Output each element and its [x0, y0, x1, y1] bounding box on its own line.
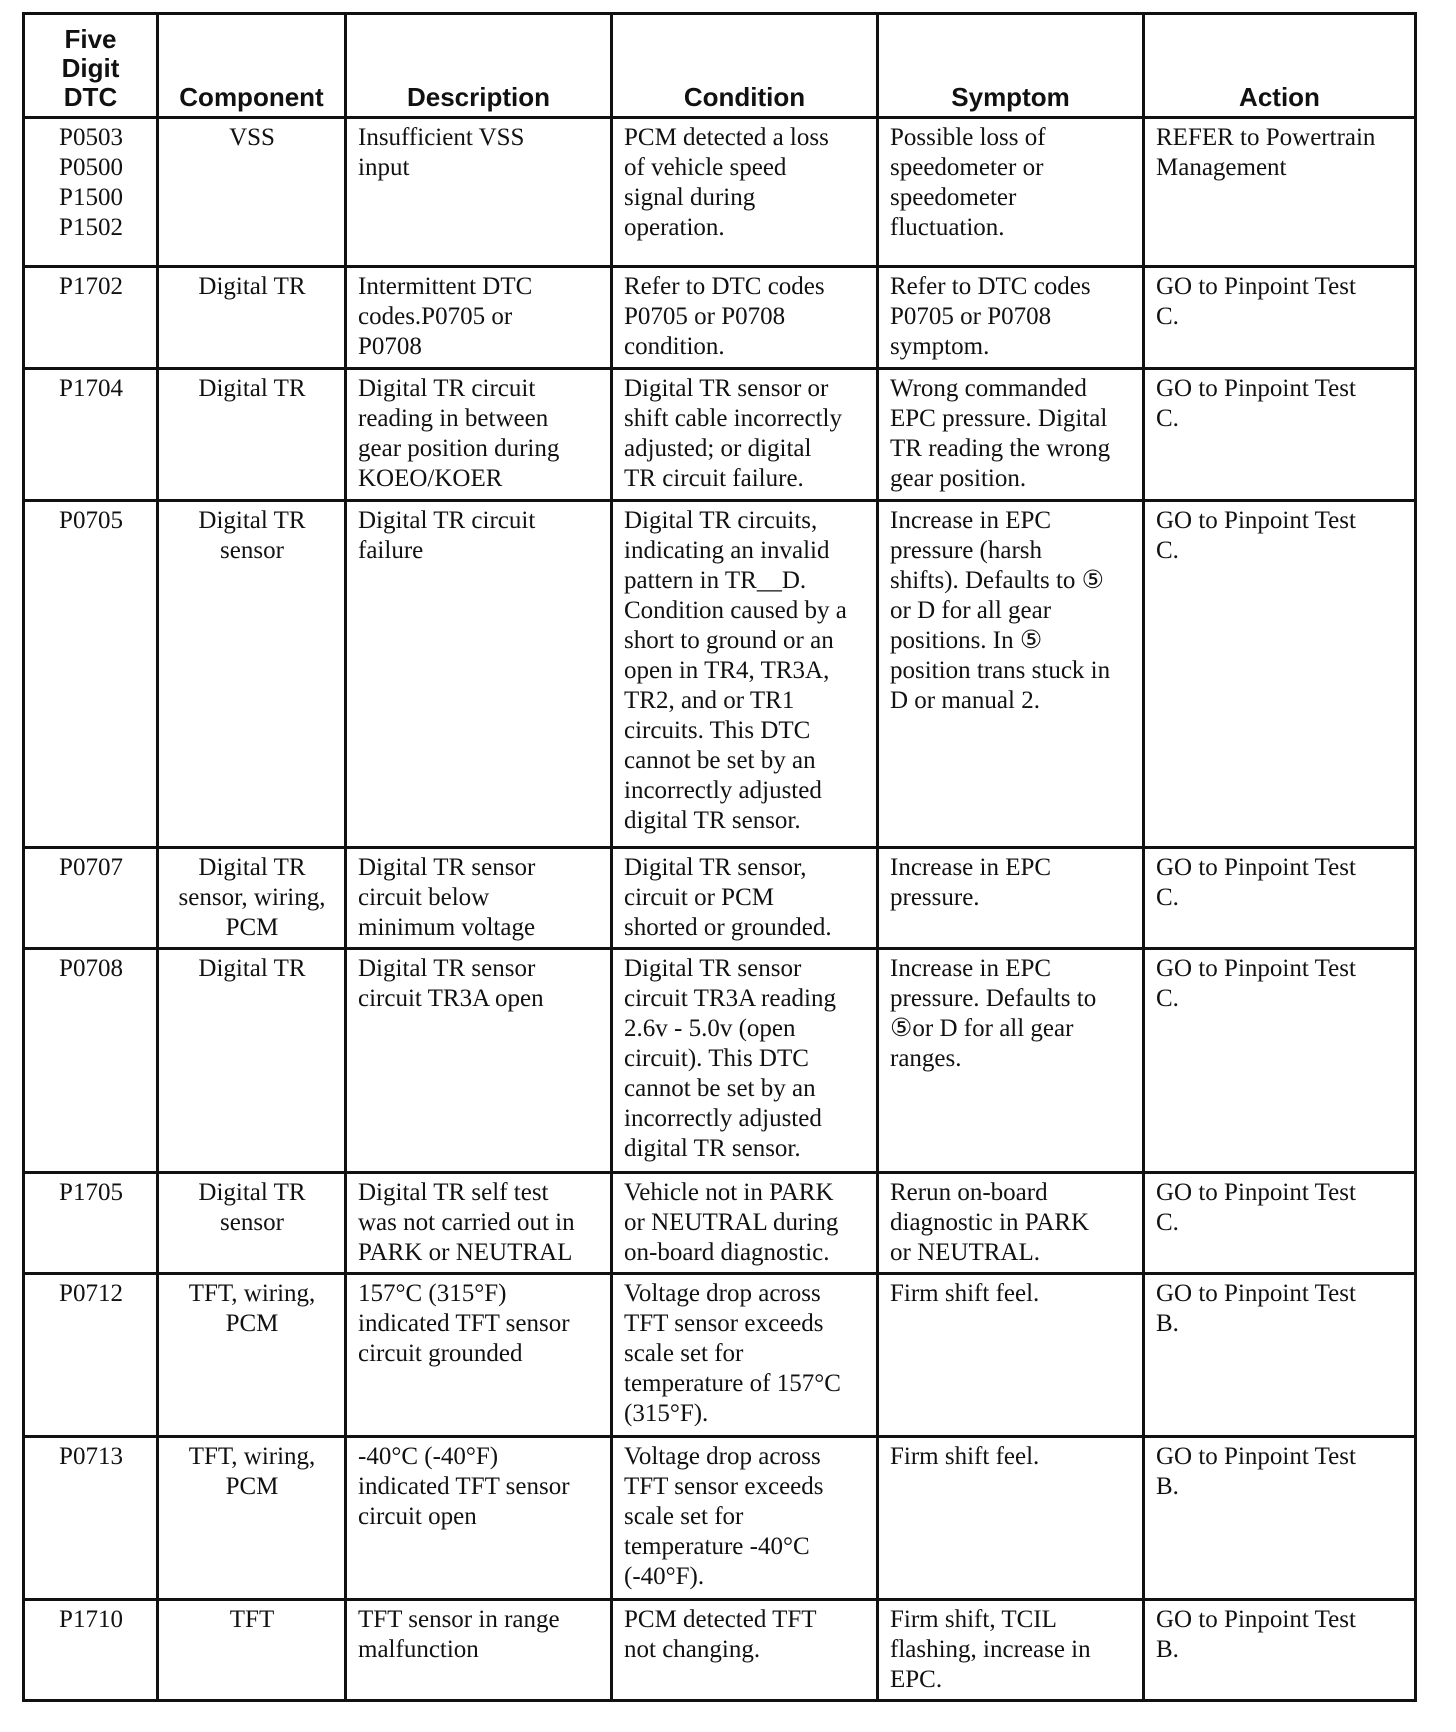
cell-text-line: GO to Pinpoint Test: [1156, 1178, 1356, 1206]
cell-description: [346, 118, 612, 267]
cell-text-line: C.: [1156, 404, 1179, 432]
column-header-symptom: [878, 14, 1144, 118]
cell-text-line: VSS: [229, 124, 275, 151]
cell-text-line: GO to Pinpoint Test: [1156, 853, 1356, 881]
cell-text-line: C.: [1156, 536, 1179, 564]
cell-text-line: TFT, wiring,: [188, 1280, 316, 1308]
cell-text-line: P0705 or P0708: [624, 303, 786, 331]
cell-action: [1144, 948, 1416, 1172]
cell-text-line: Insufficient VSS: [358, 124, 525, 151]
cell-text-line: B.: [1156, 1635, 1179, 1663]
cell-text-line: GO to Pinpoint Test: [1156, 506, 1356, 534]
header-row: [24, 14, 1416, 118]
cell-text-line: Increase in EPC: [890, 954, 1052, 982]
cell-condition: [612, 118, 878, 267]
cell-text-line: P0503: [59, 124, 123, 151]
cell-symptom: [878, 368, 1144, 500]
cell-text-line: Voltage drop across: [624, 1442, 821, 1470]
cell-description: [346, 1274, 612, 1437]
cell-text-line: position trans stuck in: [890, 656, 1111, 684]
cell-condition: [612, 847, 878, 948]
cell-text-line: signal during: [624, 184, 756, 211]
cell-text-line: was not carried out in: [358, 1208, 575, 1236]
dtc-table: [22, 12, 1417, 1702]
cell-text-line: Digital TR: [198, 273, 306, 301]
cell-text-line: speedometer: [890, 184, 1017, 211]
cell-text-line: EPC pressure. Digital: [890, 404, 1108, 432]
cell-text-line: flashing, increase in: [890, 1635, 1091, 1663]
cell-text-line: scale set for: [624, 1502, 744, 1530]
cell-text-line: PCM: [225, 913, 279, 941]
cell-text-line: Condition caused by a: [624, 596, 847, 624]
cell-text-line: circuits. This DTC: [624, 716, 811, 744]
cell-text-line: shorted or grounded.: [624, 913, 832, 941]
cell-component: [158, 500, 346, 847]
cell-text-line: incorrectly adjusted: [624, 776, 822, 804]
cell-text-line: circuit TR3A reading: [624, 984, 836, 1012]
cell-description: [346, 267, 612, 368]
cell-text-line: Digital TR sensor: [358, 853, 536, 881]
cell-condition: [612, 267, 878, 368]
table-row: [24, 118, 1416, 267]
cell-symptom: [878, 948, 1144, 1172]
cell-action: [1144, 1172, 1416, 1273]
table-row: [24, 948, 1416, 1172]
cell-text-line: cannot be set by an: [624, 1074, 816, 1102]
cell-dtc: [24, 267, 158, 368]
cell-dtc: [24, 1599, 158, 1700]
cell-text-line: minimum voltage: [358, 913, 536, 941]
cell-text-line: indicated TFT sensor: [358, 1310, 570, 1338]
cell-text-line: pressure.: [890, 883, 980, 911]
cell-text-line: ⑤or D for all gear: [890, 1014, 1074, 1042]
cell-text-line: Voltage drop across: [624, 1280, 821, 1308]
cell-text-line: PCM: [225, 1472, 279, 1500]
cell-symptom: [878, 1436, 1144, 1599]
cell-symptom: [878, 847, 1144, 948]
cell-symptom: [878, 1274, 1144, 1437]
cell-text-line: GO to Pinpoint Test: [1156, 1280, 1356, 1308]
cell-text-line: Wrong commanded: [890, 374, 1087, 402]
cell-action: [1144, 1436, 1416, 1599]
table-row: [24, 368, 1416, 500]
cell-text-line: -40°C (-40°F): [358, 1442, 499, 1470]
table-body: [24, 118, 1416, 1701]
cell-text-line: P1702: [59, 273, 123, 301]
cell-description: [346, 847, 612, 948]
cell-action: [1144, 1274, 1416, 1437]
cell-component: [158, 1436, 346, 1599]
cell-description: [346, 1436, 612, 1599]
cell-text-line: P0712: [59, 1280, 123, 1308]
table-row: [24, 1172, 1416, 1273]
cell-text-line: or NEUTRAL during: [624, 1208, 839, 1236]
column-header-label: Digit: [61, 53, 120, 83]
table-row: [24, 1436, 1416, 1599]
cell-text-line: 157°C (315°F): [358, 1280, 507, 1308]
cell-text-line: TFT, wiring,: [188, 1442, 316, 1470]
cell-text-line: Firm shift feel.: [890, 1280, 1040, 1308]
cell-action: [1144, 368, 1416, 500]
cell-dtc: [24, 1274, 158, 1437]
cell-text-line: GO to Pinpoint Test: [1156, 374, 1356, 402]
cell-text-line: circuit grounded: [358, 1340, 523, 1368]
cell-description: [346, 500, 612, 847]
column-header-label: Action: [1239, 82, 1320, 112]
cell-text-line: P1704: [59, 374, 123, 402]
cell-text-line: shift cable incorrectly: [624, 404, 842, 432]
cell-text-line: symptom.: [890, 333, 990, 361]
cell-text-line: cannot be set by an: [624, 746, 816, 774]
cell-dtc: [24, 948, 158, 1172]
cell-text-line: TR reading the wrong: [890, 434, 1111, 462]
cell-description: [346, 368, 612, 500]
cell-text-line: Intermittent DTC: [358, 273, 533, 301]
cell-text-line: Digital TR sensor: [358, 954, 536, 982]
cell-action: [1144, 118, 1416, 267]
cell-text-line: speedometer or: [890, 154, 1044, 181]
cell-component: [158, 1274, 346, 1437]
column-header-label: Five: [64, 24, 117, 54]
cell-text-line: TR circuit failure.: [624, 464, 804, 492]
cell-action: [1144, 1599, 1416, 1700]
cell-condition: [612, 1599, 878, 1700]
cell-text-line: Refer to DTC codes: [624, 273, 825, 301]
cell-dtc: [24, 368, 158, 500]
cell-text-line: failure: [358, 536, 424, 564]
cell-text-line: sensor, wiring,: [178, 883, 326, 911]
table-row: [24, 267, 1416, 368]
cell-text-line: P0705: [59, 506, 123, 534]
cell-text-line: TR2, and or TR1: [624, 686, 795, 714]
cell-text-line: B.: [1156, 1472, 1179, 1500]
cell-text-line: circuit open: [358, 1502, 477, 1530]
cell-description: [346, 1172, 612, 1273]
cell-text-line: codes.P0705 or: [358, 303, 513, 331]
cell-text-line: indicating an invalid: [624, 536, 830, 564]
cell-component: [158, 948, 346, 1172]
table-row: [24, 1274, 1416, 1437]
cell-text-line: PARK or NEUTRAL: [358, 1238, 573, 1266]
column-header-label: Description: [406, 82, 551, 112]
cell-text-line: sensor: [220, 536, 284, 564]
cell-text-line: Digital TR circuit: [358, 506, 536, 534]
cell-text-line: shifts). Defaults to ⑤: [890, 566, 1105, 594]
cell-text-line: pressure (harsh: [890, 536, 1043, 564]
cell-text-line: gear position during: [358, 434, 560, 462]
cell-text-line: malfunction: [358, 1635, 479, 1663]
table-row: [24, 847, 1416, 948]
cell-text-line: Firm shift feel.: [890, 1442, 1040, 1470]
cell-text-line: C.: [1156, 1208, 1179, 1236]
cell-text-line: on-board diagnostic.: [624, 1238, 830, 1266]
cell-text-line: input: [358, 154, 410, 181]
column-header-label: Symptom: [951, 82, 1070, 112]
cell-condition: [612, 1274, 878, 1437]
cell-text-line: or NEUTRAL.: [890, 1238, 1040, 1266]
cell-text-line: gear position.: [890, 464, 1027, 492]
cell-text-line: P0708: [358, 333, 422, 361]
cell-text-line: Digital TR: [198, 954, 306, 982]
cell-text-line: KOEO/KOER: [358, 464, 503, 492]
table-row: [24, 1599, 1416, 1700]
cell-condition: [612, 948, 878, 1172]
cell-description: [346, 948, 612, 1172]
cell-dtc: [24, 847, 158, 948]
cell-text-line: adjusted; or digital: [624, 434, 812, 462]
cell-text-line: or D for all gear: [890, 596, 1052, 624]
cell-component: [158, 847, 346, 948]
cell-component: [158, 1172, 346, 1273]
cell-text-line: Digital TR circuits,: [624, 506, 818, 534]
cell-text-line: indicated TFT sensor: [358, 1472, 570, 1500]
cell-text-line: D or manual 2.: [890, 686, 1040, 714]
cell-text-line: C.: [1156, 883, 1179, 911]
column-header-dtc: [24, 14, 158, 118]
cell-text-line: digital TR sensor.: [624, 1134, 801, 1162]
cell-text-line: P0705 or P0708: [890, 303, 1052, 331]
cell-action: [1144, 500, 1416, 847]
cell-text-line: P1502: [59, 214, 123, 241]
cell-text-line: reading in between: [358, 404, 549, 432]
column-header-component: [158, 14, 346, 118]
cell-symptom: [878, 500, 1144, 847]
cell-text-line: scale set for: [624, 1340, 744, 1368]
cell-symptom: [878, 1172, 1144, 1273]
cell-text-line: incorrectly adjusted: [624, 1104, 822, 1132]
cell-text-line: PCM detected TFT: [624, 1605, 817, 1633]
cell-dtc: [24, 1436, 158, 1599]
cell-action: [1144, 267, 1416, 368]
cell-text-line: circuit). This DTC: [624, 1044, 809, 1072]
cell-text-line: GO to Pinpoint Test: [1156, 273, 1356, 301]
cell-dtc: [24, 1172, 158, 1273]
cell-text-line: diagnostic in PARK: [890, 1208, 1090, 1236]
cell-text-line: Digital TR sensor: [624, 954, 802, 982]
cell-text-line: of vehicle speed: [624, 154, 787, 181]
cell-text-line: fluctuation.: [890, 214, 1005, 241]
cell-text-line: pattern in TR__D.: [624, 566, 807, 594]
cell-text-line: P0500: [59, 154, 123, 181]
cell-text-line: condition.: [624, 333, 725, 361]
cell-text-line: Management: [1156, 154, 1287, 181]
cell-text-line: Increase in EPC: [890, 853, 1052, 881]
column-header-condition: [612, 14, 878, 118]
cell-text-line: TFT: [229, 1605, 275, 1633]
cell-text-line: positions. In ⑤: [890, 626, 1043, 654]
cell-text-line: C.: [1156, 303, 1179, 331]
cell-symptom: [878, 118, 1144, 267]
column-header-label: Component: [179, 82, 324, 112]
cell-text-line: P0707: [59, 853, 123, 881]
cell-text-line: C.: [1156, 984, 1179, 1012]
cell-text-line: Digital TR: [198, 506, 306, 534]
cell-text-line: REFER to Powertrain: [1156, 124, 1376, 151]
cell-text-line: operation.: [624, 214, 725, 241]
cell-symptom: [878, 1599, 1144, 1700]
cell-condition: [612, 1172, 878, 1273]
cell-text-line: Digital TR: [198, 1178, 306, 1206]
cell-text-line: (315°F).: [624, 1400, 709, 1428]
cell-text-line: PCM detected a loss: [624, 124, 829, 151]
cell-text-line: TFT sensor exceeds: [624, 1310, 824, 1338]
cell-text-line: Increase in EPC: [890, 506, 1052, 534]
cell-condition: [612, 1436, 878, 1599]
cell-text-line: open in TR4, TR3A,: [624, 656, 830, 684]
cell-text-line: GO to Pinpoint Test: [1156, 1605, 1356, 1633]
cell-text-line: TFT sensor exceeds: [624, 1472, 824, 1500]
cell-component: [158, 118, 346, 267]
cell-text-line: temperature of 157°C: [624, 1370, 841, 1398]
cell-text-line: (-40°F).: [624, 1562, 705, 1590]
cell-component: [158, 267, 346, 368]
cell-text-line: Digital TR sensor or: [624, 374, 829, 402]
cell-text-line: circuit or PCM: [624, 883, 774, 911]
cell-text-line: sensor: [220, 1208, 284, 1236]
cell-text-line: Digital TR sensor,: [624, 853, 807, 881]
cell-description: [346, 1599, 612, 1700]
cell-text-line: circuit below: [358, 883, 490, 911]
cell-text-line: 2.6v - 5.0v (open: [624, 1014, 796, 1042]
cell-text-line: P1710: [59, 1605, 123, 1633]
cell-text-line: PCM: [225, 1310, 279, 1338]
cell-text-line: TFT sensor in range: [358, 1605, 560, 1633]
cell-text-line: GO to Pinpoint Test: [1156, 954, 1356, 982]
cell-text-line: pressure. Defaults to: [890, 984, 1097, 1012]
cell-text-line: P0708: [59, 954, 123, 982]
cell-text-line: Vehicle not in PARK: [624, 1178, 834, 1206]
cell-text-line: P1705: [59, 1178, 123, 1206]
cell-text-line: short to ground or an: [624, 626, 834, 654]
cell-text-line: EPC.: [890, 1665, 943, 1693]
cell-condition: [612, 500, 878, 847]
cell-text-line: temperature -40°C: [624, 1532, 810, 1560]
cell-text-line: ranges.: [890, 1044, 962, 1072]
cell-text-line: Firm shift, TCIL: [890, 1605, 1057, 1633]
cell-symptom: [878, 267, 1144, 368]
cell-text-line: P0713: [59, 1442, 123, 1470]
cell-text-line: not changing.: [624, 1635, 761, 1663]
cell-text-line: Rerun on-board: [890, 1178, 1048, 1206]
cell-text-line: Digital TR: [198, 374, 306, 402]
cell-text-line: circuit TR3A open: [358, 984, 544, 1012]
cell-dtc: [24, 500, 158, 847]
column-header-label: Condition: [683, 82, 806, 112]
cell-dtc: [24, 118, 158, 267]
column-header-label: DTC: [63, 82, 118, 112]
table-row: [24, 500, 1416, 847]
cell-action: [1144, 847, 1416, 948]
cell-condition: [612, 368, 878, 500]
column-header-description: [346, 14, 612, 118]
cell-component: [158, 1599, 346, 1700]
cell-text-line: Digital TR: [198, 853, 306, 881]
cell-text-line: Possible loss of: [890, 124, 1046, 151]
column-header-action: [1144, 14, 1416, 118]
cell-text-line: P1500: [59, 184, 123, 211]
cell-text-line: B.: [1156, 1310, 1179, 1338]
cell-text-line: Digital TR circuit: [358, 374, 536, 402]
cell-text-line: GO to Pinpoint Test: [1156, 1442, 1356, 1470]
cell-text-line: Refer to DTC codes: [890, 273, 1091, 301]
cell-text-line: Digital TR self test: [358, 1178, 549, 1206]
cell-text-line: digital TR sensor.: [624, 806, 801, 834]
cell-component: [158, 368, 346, 500]
